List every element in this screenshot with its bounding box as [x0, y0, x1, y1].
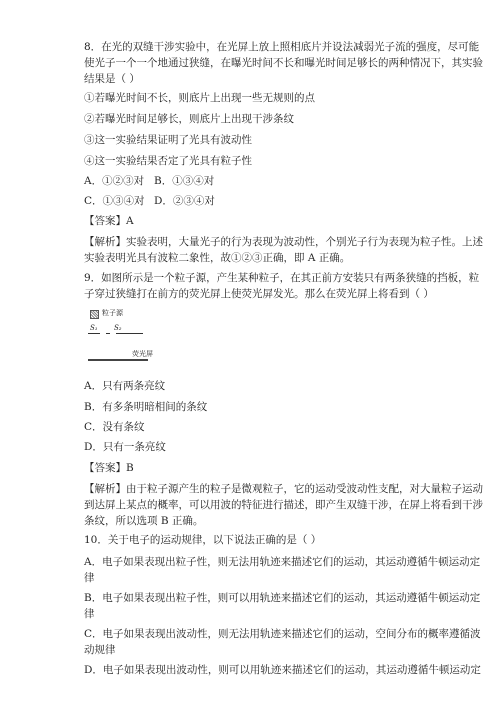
q10-choice-a-line-2: 律	[84, 572, 95, 584]
q8-stem-line-1: 8．在光的双缝干涉实验中，在光屏上放上照相底片并设法减弱光子流的强度，尽可能	[84, 41, 480, 53]
q8-option-2: ②若曝光时间足够长，则底片上出现干涉条纹	[84, 113, 294, 125]
q10-choice-d-line-1: D．电子如果表现出波动性，则可以用轨迹来描述它们的运动，其运动遵循牛顿运动定	[84, 664, 481, 676]
q10-stem: 10．关于电子的运动规律，以下说法正确的是（ ）	[84, 534, 322, 546]
q8-analysis-line-2: 实验表明光具有波粒二象性，故①②③正确，即 A 正确。	[84, 252, 351, 264]
q9-stem-line-2: 子穿过狭缝打在前方的荧光屏上使荧光屏发光。那么在荧光屏上将看到（ ）	[84, 288, 434, 300]
q8-option-3: ③这一实验结果证明了光具有波动性	[84, 134, 252, 146]
q8-stem-line-2: 使光子一个一个地通过狭缝，在曝光时间不长和曝光时间足够长的两种情况下，其实验	[84, 57, 483, 69]
q8-option-4: ④这一实验结果否定了光具有粒子性	[84, 155, 252, 167]
q10-choice-b-line-1: B．电子如果表现出粒子性，则可以用轨迹来描述它们的运动，其运动遵循牛顿运动定	[84, 592, 481, 604]
q8-choice-c: C．①③④对	[84, 195, 145, 207]
q10-choice-a-line-1: A．电子如果表现出粒子性，则无法用轨迹来描述它们的运动，其运动遵循牛顿运动定	[84, 556, 481, 568]
fluorescent-screen	[88, 359, 148, 361]
slit-gap-2	[110, 332, 116, 335]
q9-analysis-line-1: 【解析】由于粒子源产生的粒子是微观粒子，它的运动受波动性支配，对大量粒子运动	[84, 483, 483, 495]
q9-answer: 【答案】B	[84, 462, 134, 474]
q9-choice-d: D．只有一条亮纹	[84, 441, 166, 453]
particle-source-icon	[90, 310, 99, 319]
q8-choice-d: D．②③④对	[154, 195, 215, 207]
q9-choice-c: C．没有条纹	[84, 421, 145, 433]
screen-label: 荧光屏	[132, 350, 153, 358]
q8-analysis-line-1: 【解析】实验表明，大量光子的行为表现为波动性，个别光子行为表现为粒子性。上述	[84, 236, 483, 248]
q9-choice-b: B．有多条明暗相间的条纹	[84, 401, 208, 413]
slit-gap-1	[100, 332, 106, 335]
q8-choice-a: A．①②③对	[84, 175, 145, 187]
q10-choice-c-line-1: C．电子如果表现出波动性，则无法用轨迹来描述它们的运动，空间分布的概率遵循波	[84, 628, 481, 640]
q9-analysis-line-3: 条纹，所以选项 B 正确。	[84, 515, 204, 527]
q9-analysis-line-2: 到达屏上某点的概率，可以用波的特征进行描述，即产生双缝干涉，在屏上将看到干涉	[84, 499, 483, 511]
particle-source-label: 粒子源	[102, 309, 123, 317]
q8-option-1: ①若曝光时间不长，则底片上出现一些无规则的点	[84, 92, 315, 104]
double-slit-figure	[84, 307, 204, 367]
q10-choice-c-line-2: 动规律	[84, 644, 116, 656]
q9-choice-a: A．只有两条亮纹	[84, 380, 166, 392]
q8-stem-line-3: 结果是（ ）	[84, 73, 140, 85]
slit-s2-label: S₂	[114, 324, 122, 332]
q10-choice-b-line-2: 律	[84, 608, 95, 620]
q8-answer: 【答案】A	[84, 215, 134, 227]
q8-choice-b: B．①③④对	[154, 175, 215, 187]
q9-stem-line-1: 9．如图所示是一个粒子源，产生某种粒子，在其正前方安装只有两条狭缝的挡板，粒	[84, 272, 480, 284]
slit-s1-label: S₁	[90, 324, 98, 332]
